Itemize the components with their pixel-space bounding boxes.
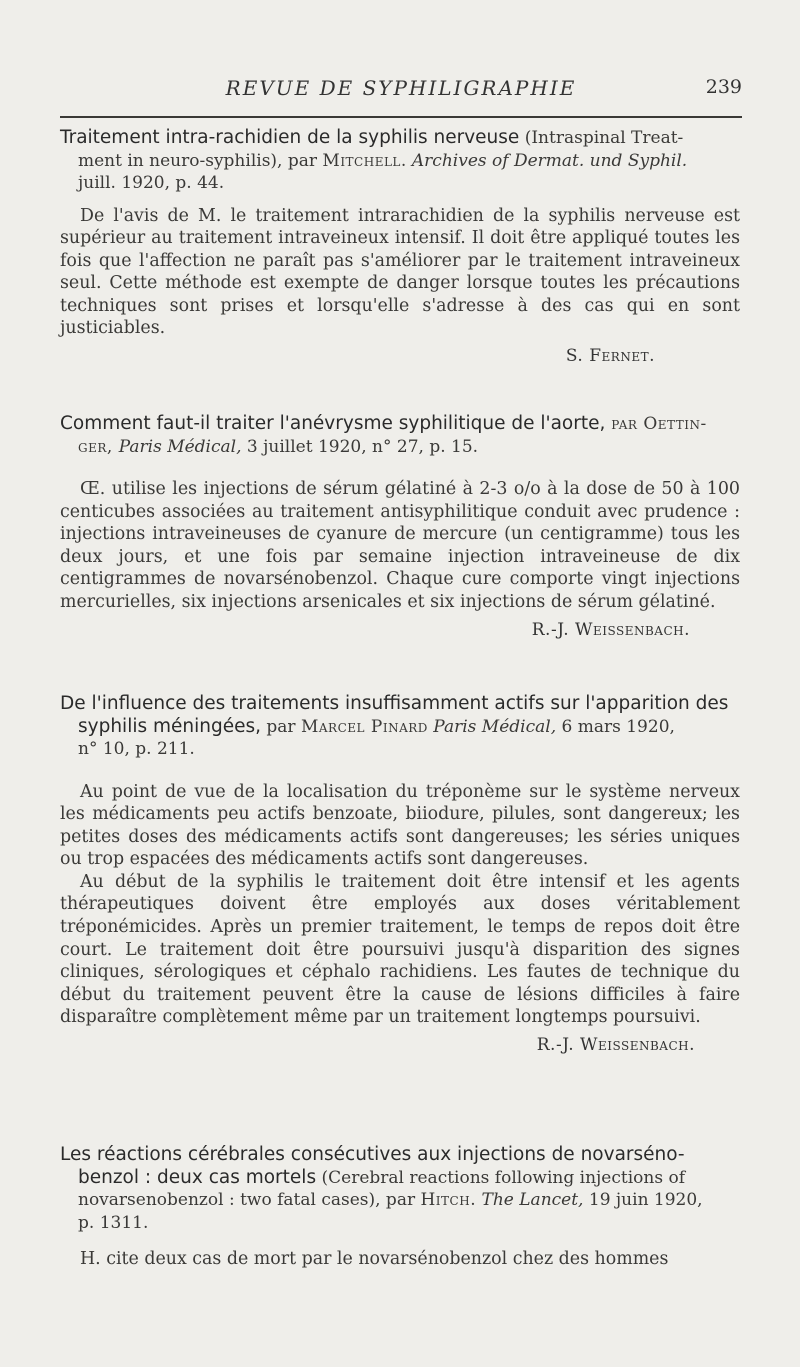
article-title: Comment faut-il traiter l'anévrysme syphilitique de l'aorte, — [60, 413, 606, 434]
signature: R.-J. Weissenbach. — [536, 1035, 695, 1056]
article-ref: (Cerebral reactions following injections of — [316, 1167, 685, 1188]
article-2 — [60, 413, 740, 640]
article-body — [60, 781, 740, 1030]
paragraph: Œ. utilise les injections de sérum gélatiné à 2-3 o/o à la dose de 50 à 100 centicubes associées au traitement antisyphilitique conduit avec prudence : injections intraveineuses de cyanure de mercure (un centigramme) tous les deux jours, et une fois par semaine injection intraveineuse de dix centigrammes de novarsénobenzol. Chaque cure comporte vingt injections mercurielles, six injections arsenicales et six injections de sérum gélatiné. — [60, 479, 740, 612]
article-ref: par Oettin- — [605, 414, 707, 434]
journal-title: REVUE DE SYPHILIGRAPHIE — [225, 76, 577, 100]
page-number: 239 — [705, 76, 742, 98]
article-3 — [60, 693, 740, 1055]
article-ref: n° 10, p. 211. — [78, 739, 195, 759]
article-author: Marcel Pinard — [300, 716, 428, 737]
paragraph: Au point de vue de la localisation du tréponème sur le système nerveux les médicaments peu actifs benzoate, biiodure, pilules, sont dangereux; les petites doses des médicaments actifs sont dangereuses; les séries uniques ou trop espacées des médicaments actifs sont dangereuses. — [60, 781, 740, 870]
article-journal: Archives of Dermat. und Syphil. — [411, 150, 688, 171]
article-ref: novarsenobenzol : two fatal cases), par — [78, 1190, 421, 1210]
paragraph: De l'avis de M. le traitement intrarachidien de la syphilis nerveuse est supérieur au traitement intraveineux intensif. Il doit être appliqué toutes les fois que l'affection ne paraît pas s'améliorer par le traitement intraveineux seul. Cette méthode est exempte de danger lorsque toutes les précautions techniques sont prises et lorsqu'elle s'adresse à des cas qui en sont justiciables. — [60, 205, 740, 339]
article-title: benzol : deux cas mortels — [78, 1166, 317, 1188]
running-head — [60, 76, 742, 104]
article-ref: p. 1311. — [78, 1212, 149, 1233]
article-body — [60, 478, 740, 614]
article-ref: ger, — [78, 436, 119, 457]
signature: R.-J. Weissenbach. — [531, 619, 690, 640]
article-body — [60, 205, 740, 341]
article-journal: Paris Médical, — [427, 716, 557, 737]
article-title: Les réactions cérébrales consécutives aux injections de novarséno- — [60, 1144, 685, 1165]
article-4 — [60, 1144, 740, 1271]
paragraph: Au début de la syphilis le traitement doit être intensif et les agents thérapeutiques doivent être employés aux doses véritablement tréponémicides. Après un premier traitement, le temps de repos doit être court. Le traitement doit être poursuivi jusqu'à disparition des signes cliniques, sérologiques et céphalo rachidiens. Les fautes de technique du début du traitement peuvent être la cause de lésions difficiles à faire disparaître complètement même par un traitement longtemps poursuivi. — [60, 871, 740, 1028]
article-ref: juill. 1920, p. 44. — [78, 173, 225, 193]
article-ref: 3 juillet 1920, n° 27, p. 15. — [241, 436, 479, 457]
article-1 — [60, 127, 740, 366]
article-title: syphilis méningées, — [78, 715, 262, 737]
article-title: Traitement intra-rachidien de la syphilis nerveuse — [60, 127, 520, 148]
header-rule — [60, 116, 742, 118]
signature: S. Fernet. — [565, 346, 655, 367]
article-journal: Paris Médical, — [118, 436, 242, 457]
article-ref: par — [261, 716, 301, 737]
article-ref: 6 mars 1920, — [556, 716, 675, 737]
article-ref: 19 juin 1920, — [583, 1190, 703, 1210]
article-author: Hitch. — [420, 1190, 477, 1210]
article-body — [60, 1248, 740, 1271]
article-author: Mitchell. — [322, 150, 407, 171]
article-ref: (Intraspinal Treat- — [519, 128, 684, 148]
paragraph: H. cite deux cas de mort par le novarsénobenzol chez des hommes — [80, 1249, 669, 1269]
article-title: De l'influence des traitements insuffisamment actifs sur l'apparition des — [60, 693, 729, 714]
article-journal: The Lancet, — [476, 1190, 584, 1210]
article-ref: ment in neuro-syphilis), par — [78, 150, 323, 171]
